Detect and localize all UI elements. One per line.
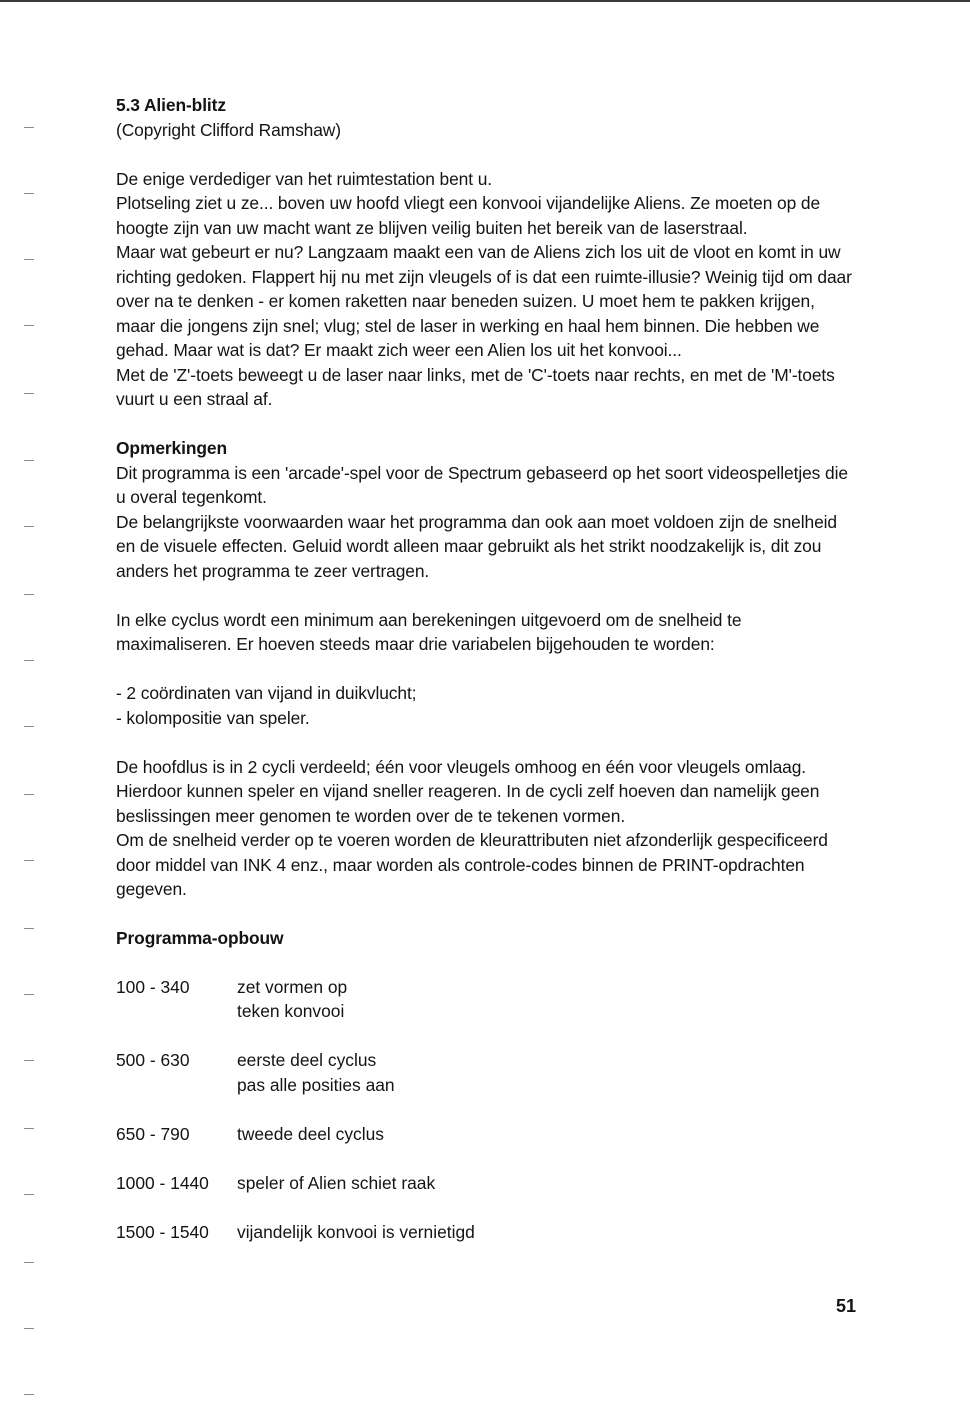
remarks-paragraph: Dit programma is een 'arcade'-spel voor de Spectrum gebaseerd op het soort videospelletjes die u overal tegenkomt. [116,462,848,507]
binding-mark [24,794,34,795]
line-description [237,975,858,1024]
remarks-paragraph: In elke cyclus wordt een minimum aan berekeningen uitgevoerd om de snelheid te maximaliseren. Er hoeven steeds maar drie variabelen bijgehouden te worden: [116,609,742,654]
remarks-paragraph: De hoofdlus is in 2 cycli verdeeld; één voor vleugels omhoog en één voor vleugels omlaag. Hierdoor kunnen speler en vijand sneller reageren. In de cycli zelf hoeven dan namelijk geen beslissingen meer genomen te worden over de te tekenen vormen. [116,756,820,826]
binding-mark [24,460,34,461]
binding-mark [24,860,34,861]
binding-mark [24,1060,34,1061]
spacer [116,412,858,437]
program-section [116,926,858,951]
binding-mark [24,1394,34,1395]
table-row [116,1171,858,1196]
intro-paragraph: De enige verdediger van het ruimtestation bent u. [116,168,492,189]
binding-mark [24,726,34,727]
binding-mark [24,1262,34,1263]
line-range: 1500 - 1540 [116,1221,209,1242]
line-description [237,1171,858,1196]
binding-mark [24,928,34,929]
table-row [116,1220,858,1245]
copyright-line: (Copyright Clifford Ramshaw) [116,119,341,140]
section-header [116,93,858,142]
line-range: 500 - 630 [116,1050,190,1070]
spacer [116,657,858,682]
remarks-section [116,436,858,902]
binding-mark [24,393,34,394]
spacer [116,902,858,927]
binding-mark [24,594,34,595]
binding-mark [24,127,34,128]
list-item: - kolompositie van speler. [116,707,310,728]
list-item: - 2 coördinaten van vijand in duikvlucht; [116,683,417,703]
binding-mark [24,259,34,260]
intro-text [116,167,858,412]
line-range: 650 - 790 [116,1123,190,1144]
remarks-heading: Opmerkingen [116,438,227,458]
description-line: tweede deel cyclus [237,1123,384,1144]
line-description [237,1122,858,1147]
description-line: teken konvooi [237,1001,345,1021]
binding-mark [24,325,34,326]
description-line: pas alle posities aan [237,1074,395,1095]
binding-mark [24,1328,34,1329]
table-row [116,1122,858,1147]
binding-mark [24,994,34,995]
binding-mark [24,1128,34,1129]
description-line: vijandelijk konvooi is vernietigd [237,1221,475,1242]
description-line: eerste deel cyclus [237,1050,377,1070]
intro-paragraph: Plotseling ziet u ze... boven uw hoofd vliegt een konvooi vijandelijke Aliens. Ze moeten op de hoogte zijn van uw macht want ze blijven veilig buiten het bereik van de laserstraal. [116,193,821,238]
intro-paragraph: Met de 'Z'-toets beweegt u de laser naar links, met de 'C'-toets naar rechts, en met de 'M'-toets vuurt u een straal af. [116,364,835,409]
description-line: zet vormen op [237,976,348,997]
page-content [116,93,858,1269]
binding-mark [24,193,34,194]
binding-mark [24,526,34,527]
line-description [237,1048,858,1097]
table-row [116,975,858,1024]
page-number: 51 [836,1296,857,1316]
table-row [116,1048,858,1097]
line-range: 1000 - 1440 [116,1172,209,1193]
spacer [116,583,858,608]
remarks-paragraph: Om de snelheid verder op te voeren worden de kleurattributen niet afzonderlijk gespecificeerd door middel van INK 4 enz., maar worden als controle-codes binnen de PRINT-opdrachten gegeven. [116,830,828,899]
binding-mark [24,660,34,661]
line-range: 100 - 340 [116,976,190,997]
intro-paragraph: Maar wat gebeurt er nu? Langzaam maakt een van de Aliens zich los uit de vloot en komt in uw richting gedoken. Flappert hij nu met zijn vleugels of is dat een ruimte-illusie? Weinig tijd om daar over na te denken - er komen raketten naar beneden suizen. U moet hem te pakken krijgen, maar die jongens zijn snel; vlug; stel de laser in werking en haal hem binnen. Die hebben we gehad. Maar wat is dat? Er maakt zich weer een Alien los uit het konvooi... [116,242,852,360]
binding-mark [24,1194,34,1195]
top-border-line [0,0,970,2]
program-heading: Programma-opbouw [116,928,284,948]
program-structure-table [116,975,858,1245]
spacer [116,730,858,755]
line-description [237,1220,858,1245]
section-title: 5.3 Alien-blitz [116,95,226,115]
description-line: speler of Alien schiet raak [237,1172,436,1193]
spacer [116,142,858,167]
remarks-paragraph: De belangrijkste voorwaarden waar het programma dan ook aan moet voldoen zijn de snelheid en de visuele effecten. Geluid wordt alleen maar gebruikt als het strikt noodzakelijk is, dit zou anders het programma te zeer vertragen. [116,511,837,581]
